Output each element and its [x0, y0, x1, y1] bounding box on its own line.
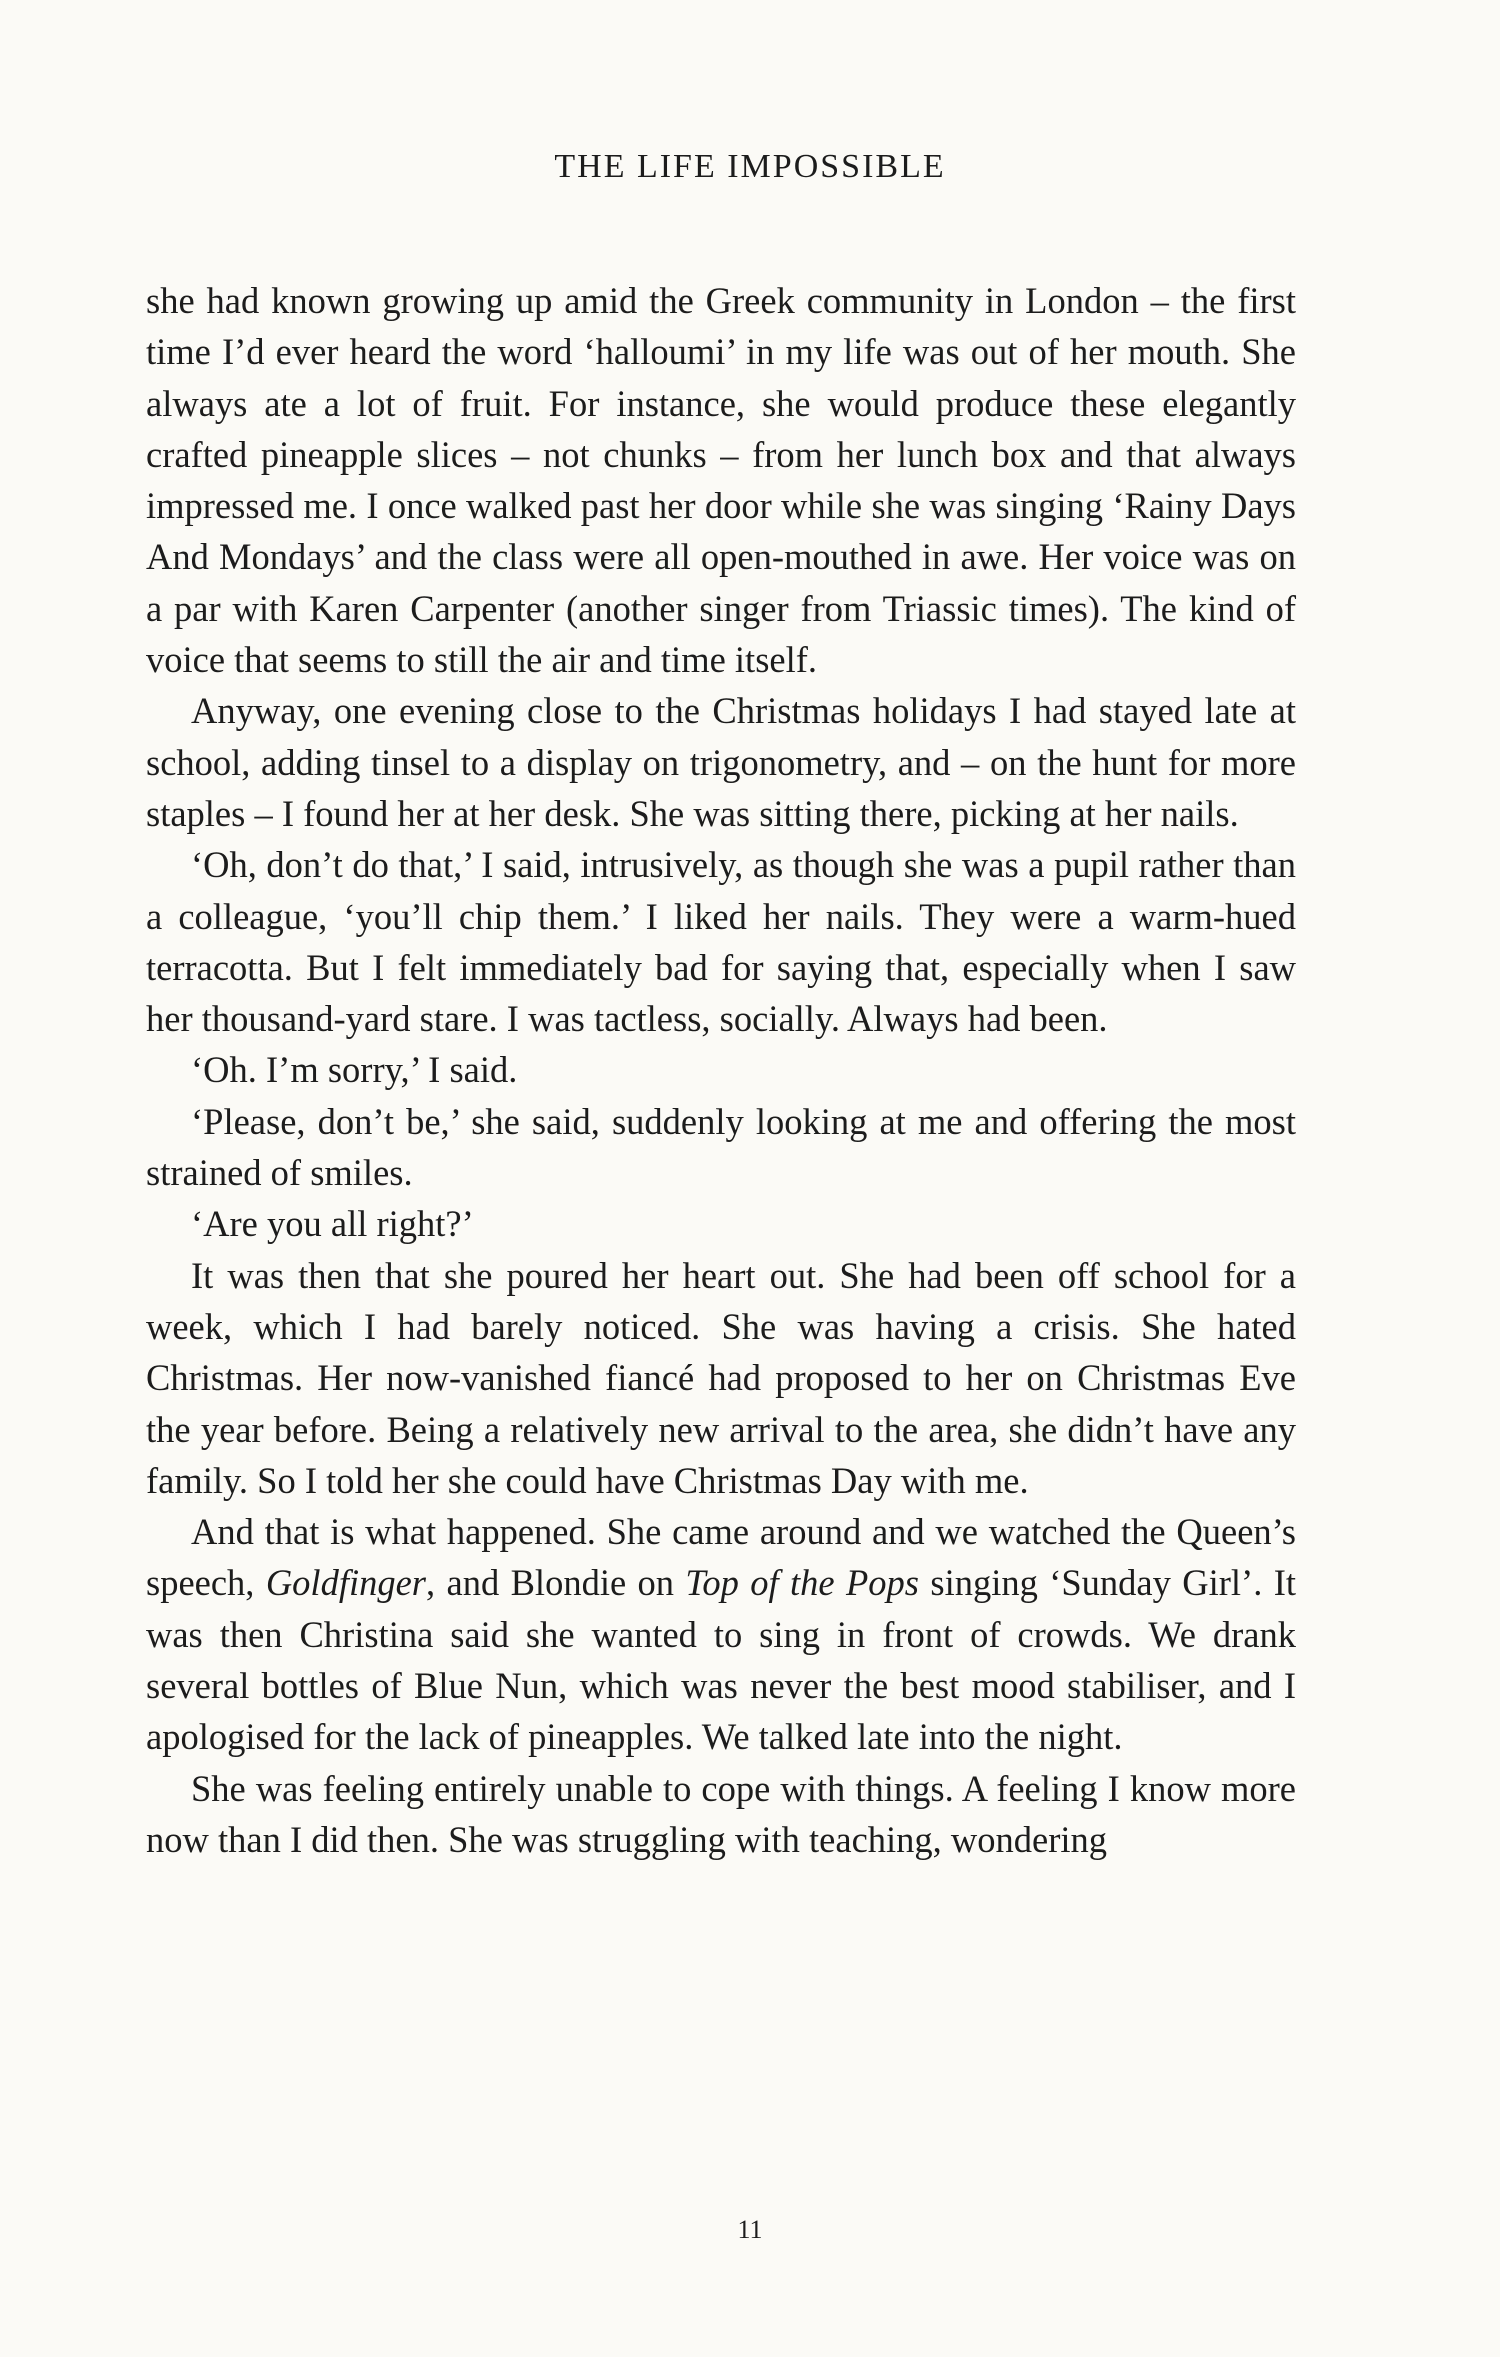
paragraph-9: She was feeling entirely unable to cope with things. A feeling I know more now than I did then. She was struggling with teaching, wondering — [146, 1767, 1296, 1860]
show-title: Top of the Pops — [685, 1562, 919, 1604]
body-text — [146, 275, 1296, 1865]
paragraph-1: she had known growing up amid the Greek community in London – the first time I’d ever heard the word ‘halloumi’ in my life was out of her mouth. She always ate a lot of fruit. For instance, she would produce these elegantly crafted pineapple slices – not chunks – from her lunch box and that always impressed me. I once walked past her door while she was singing ‘Rainy Days And Mondays’ and the class were all open-mouthed in awe. Her voice was on a par with Karen Carpenter (another singer from Triassic times). The kind of voice that seems to still the air and time itself. — [146, 280, 1296, 681]
paragraph-2: Anyway, one evening close to the Christmas holidays I had stayed late at school, adding tinsel to a display on trigonometry, and – on the hunt for more staples – I found her at her desk. She was sitting there, picking at her nails. — [146, 690, 1296, 834]
paragraph-7: It was then that she poured her heart out. She had been off school for a week, which I had barely noticed. She was having a crisis. She hated Christmas. Her now-vanished fiancé had proposed to her on Christmas Eve the year before. Being a relatively new arrival to the area, she didn’t have any family. So I told her she could have Christmas Day with me. — [146, 1254, 1296, 1501]
paragraph-8-part-a: And that is what happened. She came around and we watched the Queen’s speech, — [146, 1511, 1296, 1604]
paragraph-3: ‘Oh, don’t do that,’ I said, intrusively, as though she was a pupil rather than a colleague, ‘you’ll chip them.’ I liked her nails. They were a warm-hued terracotta. But I felt immediately bad for saying that, especially when I saw her thousand-yard stare. I was tactless, socially. Always had been. — [146, 844, 1296, 1040]
paragraph-8-part-c: singing ‘Sunday Girl’. It was then Christina said she wanted to sing in front of crowds. We drank several bottles of Blue Nun, which was never the best mood stabiliser, and I apologised for the lack of pineapples. We talked late into the night. — [146, 1562, 1297, 1758]
page-number: 11 — [737, 2215, 763, 2244]
paragraph-8 — [146, 1506, 1296, 1762]
running-head: THE LIFE IMPOSSIBLE — [554, 148, 946, 185]
film-title: Goldfinger — [265, 1562, 426, 1604]
paragraph-6: ‘Are you all right?’ — [191, 1203, 474, 1245]
paragraph-4: ‘Oh. I’m sorry,’ I said. — [191, 1049, 518, 1091]
paragraph-5: ‘Please, don’t be,’ she said, suddenly looking at me and offering the most strained of smiles. — [146, 1100, 1296, 1194]
paragraph-8-part-b: , and Blondie on — [426, 1562, 686, 1604]
